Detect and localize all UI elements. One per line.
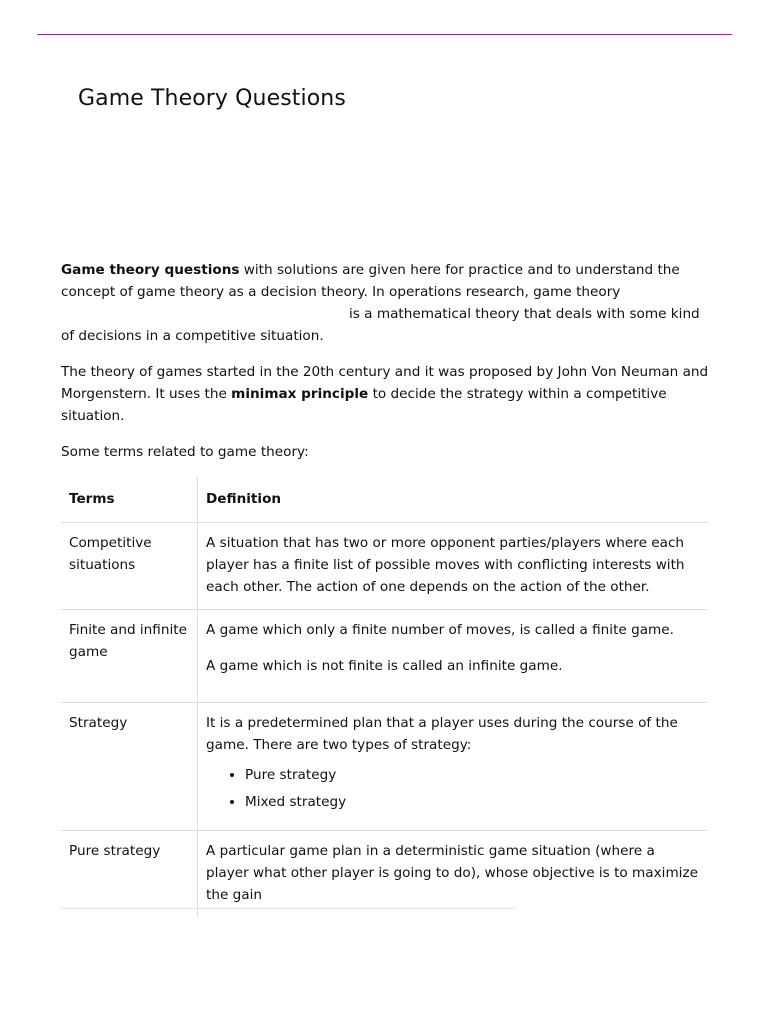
history-text-2: to decide the strategy within a competitive situation. [61,386,667,424]
table-bottom-divider [61,908,515,909]
history-text-1: The theory of games started in the 20th century and it was proposed by John Von Neuman and Morgenstern. It uses the [61,364,709,402]
header-terms: Terms [61,477,198,523]
terms-table [61,477,708,917]
intro-text-2: is a mathematical theory that deals with some kind of decisions in a competitive situation. [61,306,700,344]
table-row [61,703,708,831]
definition-cell [198,610,709,703]
definition-cell: A situation that has two or more opponent parties/players where each player has a finite list of possible moves with conflicting interests with each other. The action of one depends on the action of the other. [198,523,709,610]
intro-bold-lead: Game theory questions [61,262,240,278]
minimax-principle-bold: minimax principle [231,386,369,402]
definition-line: A game which only a finite number of moves, is called a finite game. [206,622,674,638]
table-row [61,831,708,918]
top-divider [37,34,732,35]
table-row [61,610,708,703]
definition-text: It is a predetermined plan that a player uses during the course of the game. There are two types of strategy: [206,715,678,753]
table-row [61,523,708,610]
intro-paragraph [61,259,711,347]
term-cell: Pure strategy [61,831,198,918]
definition-line: A game which is not finite is called an infinite game. [206,658,563,674]
page-title: Game Theory Questions [78,86,346,111]
term-cell: Finite and infinite game [61,610,198,703]
list-item: • Pure strategy [245,764,700,786]
definition-cell [198,703,709,831]
list-item: • Mixed strategy [245,791,700,813]
terms-intro: Some terms related to game theory: [61,444,309,460]
term-cell: Competitive situations [61,523,198,610]
intro-text-1: with solutions are given here for practice and to understand the concept of game theory as a decision theory. In operations research, game theory [61,262,680,300]
header-definition: Definition [198,477,709,523]
table-header-row [61,477,708,523]
strategy-types-list [206,764,700,813]
article-body [61,259,711,917]
history-paragraph [61,361,711,427]
definition-cell: A particular game plan in a deterministic game situation (where a player what other player is going to do), whose objective is to maximize the gain [206,843,698,903]
term-cell: Strategy [61,703,198,831]
